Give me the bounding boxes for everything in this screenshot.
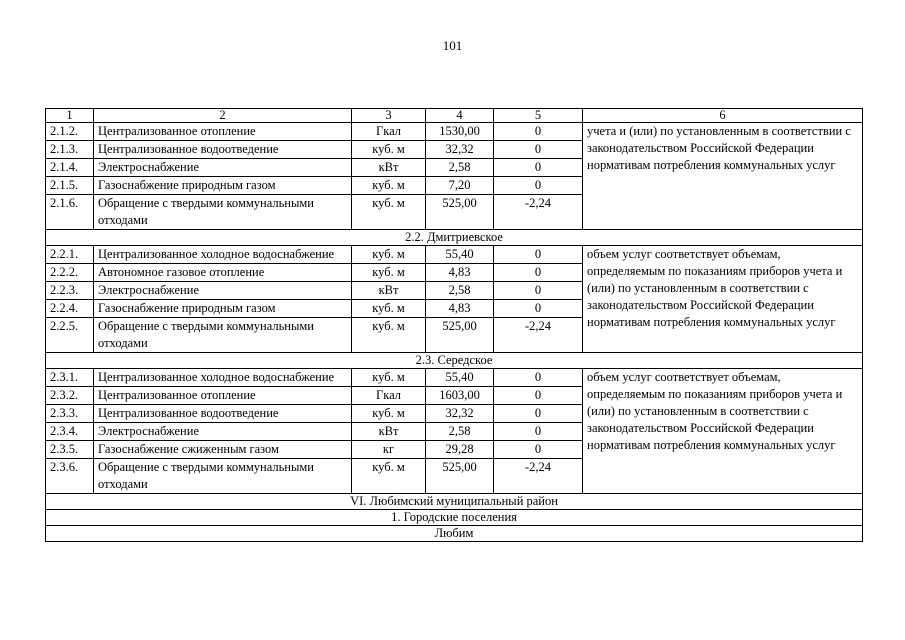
change: -2,24 bbox=[494, 195, 583, 230]
table-row bbox=[46, 369, 863, 387]
service-name: Централизованное холодное водоснабжение bbox=[94, 246, 352, 264]
header-cell: 6 bbox=[583, 109, 863, 123]
service-name: Централизованное холодное водоснабжение bbox=[94, 369, 352, 387]
service-name: Газоснабжение сжиженным газом bbox=[94, 441, 352, 459]
service-name: Централизованное водоотведение bbox=[94, 141, 352, 159]
section-note: объем услуг соответствует объемам, определяемым по показаниям приборов учета и (или) по установленным в соответствии с законодательством Российской Федерации нормативам потребления коммунальных услуг bbox=[583, 246, 863, 353]
value: 525,00 bbox=[426, 459, 494, 494]
service-name: Электроснабжение bbox=[94, 159, 352, 177]
service-name: Обращение с твердыми коммунальными отходами bbox=[94, 318, 352, 353]
header-row bbox=[46, 109, 863, 123]
service-name: Автономное газовое отопление bbox=[94, 264, 352, 282]
unit: куб. м bbox=[352, 318, 426, 353]
value: 55,40 bbox=[426, 369, 494, 387]
service-name: Электроснабжение bbox=[94, 423, 352, 441]
row-number: 2.3.6. bbox=[46, 459, 94, 494]
row-number: 2.3.2. bbox=[46, 387, 94, 405]
row-number: 2.3.3. bbox=[46, 405, 94, 423]
change: 0 bbox=[494, 246, 583, 264]
table-row bbox=[46, 246, 863, 264]
change: 0 bbox=[494, 141, 583, 159]
header-cell: 5 bbox=[494, 109, 583, 123]
unit: Гкал bbox=[352, 123, 426, 141]
change: 0 bbox=[494, 159, 583, 177]
service-name: Газоснабжение природным газом bbox=[94, 300, 352, 318]
footer-title: 1. Городские поселения bbox=[46, 510, 863, 526]
value: 2,58 bbox=[426, 423, 494, 441]
section-note: объем услуг соответствует объемам, определяемым по показаниям приборов учета и (или) по установленным в соответствии с законодательством Российской Федерации нормативам потребления коммунальных услуг bbox=[583, 369, 863, 494]
change: 0 bbox=[494, 369, 583, 387]
value: 29,28 bbox=[426, 441, 494, 459]
unit: куб. м bbox=[352, 300, 426, 318]
value: 4,83 bbox=[426, 300, 494, 318]
footer-row bbox=[46, 494, 863, 510]
row-number: 2.2.1. bbox=[46, 246, 94, 264]
value: 32,32 bbox=[426, 405, 494, 423]
row-number: 2.2.2. bbox=[46, 264, 94, 282]
service-name: Электроснабжение bbox=[94, 282, 352, 300]
row-number: 2.2.3. bbox=[46, 282, 94, 300]
value: 2,58 bbox=[426, 159, 494, 177]
change: -2,24 bbox=[494, 459, 583, 494]
footer-title: Любим bbox=[46, 526, 863, 542]
change: 0 bbox=[494, 177, 583, 195]
section-title: 2.2. Дмитриевское bbox=[46, 230, 863, 246]
page-number: 101 bbox=[442, 38, 463, 53]
value: 55,40 bbox=[426, 246, 494, 264]
change: 0 bbox=[494, 264, 583, 282]
footer-title: VI. Любимский муниципальный район bbox=[46, 494, 863, 510]
unit: куб. м bbox=[352, 246, 426, 264]
unit: кВт bbox=[352, 282, 426, 300]
footer-row bbox=[46, 526, 863, 542]
service-name: Централизованное водоотведение bbox=[94, 405, 352, 423]
value: 1603,00 bbox=[426, 387, 494, 405]
row-number: 2.2.5. bbox=[46, 318, 94, 353]
header-cell: 2 bbox=[94, 109, 352, 123]
row-number: 2.3.1. bbox=[46, 369, 94, 387]
tariff-table bbox=[45, 108, 863, 542]
service-name: Обращение с твердыми коммунальными отходами bbox=[94, 459, 352, 494]
unit: куб. м bbox=[352, 459, 426, 494]
unit: кВт bbox=[352, 159, 426, 177]
section-header-row bbox=[46, 230, 863, 246]
value: 7,20 bbox=[426, 177, 494, 195]
unit: куб. м bbox=[352, 405, 426, 423]
change: -2,24 bbox=[494, 318, 583, 353]
change: 0 bbox=[494, 300, 583, 318]
value: 525,00 bbox=[426, 318, 494, 353]
row-number: 2.3.4. bbox=[46, 423, 94, 441]
unit: Гкал bbox=[352, 387, 426, 405]
footer-row bbox=[46, 510, 863, 526]
unit: куб. м bbox=[352, 177, 426, 195]
unit: куб. м bbox=[352, 195, 426, 230]
row-number: 2.3.5. bbox=[46, 441, 94, 459]
value: 32,32 bbox=[426, 141, 494, 159]
value: 1530,00 bbox=[426, 123, 494, 141]
row-number: 2.1.2. bbox=[46, 123, 94, 141]
row-number: 2.1.5. bbox=[46, 177, 94, 195]
section-header-row bbox=[46, 353, 863, 369]
header-cell: 1 bbox=[46, 109, 94, 123]
row-number: 2.2.4. bbox=[46, 300, 94, 318]
table-body bbox=[46, 123, 863, 542]
service-name: Централизованное отопление bbox=[94, 387, 352, 405]
service-name: Обращение с твердыми коммунальными отходами bbox=[94, 195, 352, 230]
section-title: 2.3. Середское bbox=[46, 353, 863, 369]
unit: куб. м bbox=[352, 264, 426, 282]
section-note: учета и (или) по установленным в соответствии с законодательством Российской Федерации нормативам потребления коммунальных услуг bbox=[583, 123, 863, 230]
change: 0 bbox=[494, 423, 583, 441]
row-number: 2.1.3. bbox=[46, 141, 94, 159]
value: 2,58 bbox=[426, 282, 494, 300]
header-cell: 4 bbox=[426, 109, 494, 123]
service-name: Газоснабжение природным газом bbox=[94, 177, 352, 195]
value: 4,83 bbox=[426, 264, 494, 282]
header-cell: 3 bbox=[352, 109, 426, 123]
value: 525,00 bbox=[426, 195, 494, 230]
change: 0 bbox=[494, 387, 583, 405]
change: 0 bbox=[494, 405, 583, 423]
row-number: 2.1.6. bbox=[46, 195, 94, 230]
change: 0 bbox=[494, 282, 583, 300]
unit: куб. м bbox=[352, 141, 426, 159]
change: 0 bbox=[494, 441, 583, 459]
table-row bbox=[46, 123, 863, 141]
unit: кг bbox=[352, 441, 426, 459]
row-number: 2.1.4. bbox=[46, 159, 94, 177]
service-name: Централизованное отопление bbox=[94, 123, 352, 141]
unit: кВт bbox=[352, 423, 426, 441]
change: 0 bbox=[494, 123, 583, 141]
unit: куб. м bbox=[352, 369, 426, 387]
